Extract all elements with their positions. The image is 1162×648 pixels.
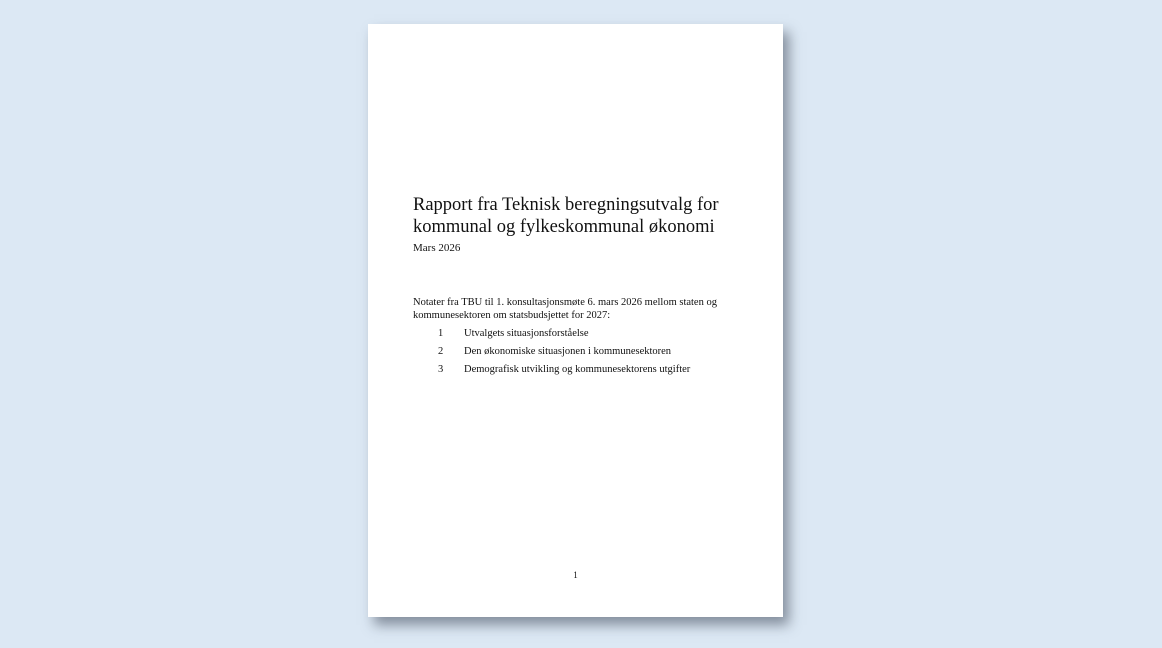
title-line: kommunal og fylkeskommunal økonomi [413, 217, 715, 237]
contents-item-title: Den økonomiske situasjonen i kommunesektoren [464, 346, 672, 357]
title-line: Rapport fra Teknisk beregningsutvalg for [413, 195, 719, 215]
contents-item [413, 345, 743, 363]
document-page [368, 24, 783, 617]
document-title [413, 194, 743, 238]
contents-item-number: 2 [438, 346, 444, 357]
page-number: 1 [573, 570, 578, 580]
intro-line: kommunesektoren om statsbudsjettet for 2027: [413, 310, 611, 321]
contents-item-title: Demografisk utvikling og kommunesektorens utgifter [464, 364, 691, 375]
contents-list [413, 327, 743, 381]
contents-item [413, 327, 743, 345]
document-date: Mars 2026 [413, 242, 461, 254]
intro-line: Notater fra TBU til 1. konsultasjonsmøte 6. mars 2026 mellom staten og [413, 297, 717, 308]
contents-item-number: 3 [438, 364, 444, 375]
contents-item-title: Utvalgets situasjonsforståelse [464, 328, 589, 339]
contents-item [413, 363, 743, 381]
contents-item-number: 1 [438, 328, 444, 339]
intro-paragraph [413, 296, 743, 322]
